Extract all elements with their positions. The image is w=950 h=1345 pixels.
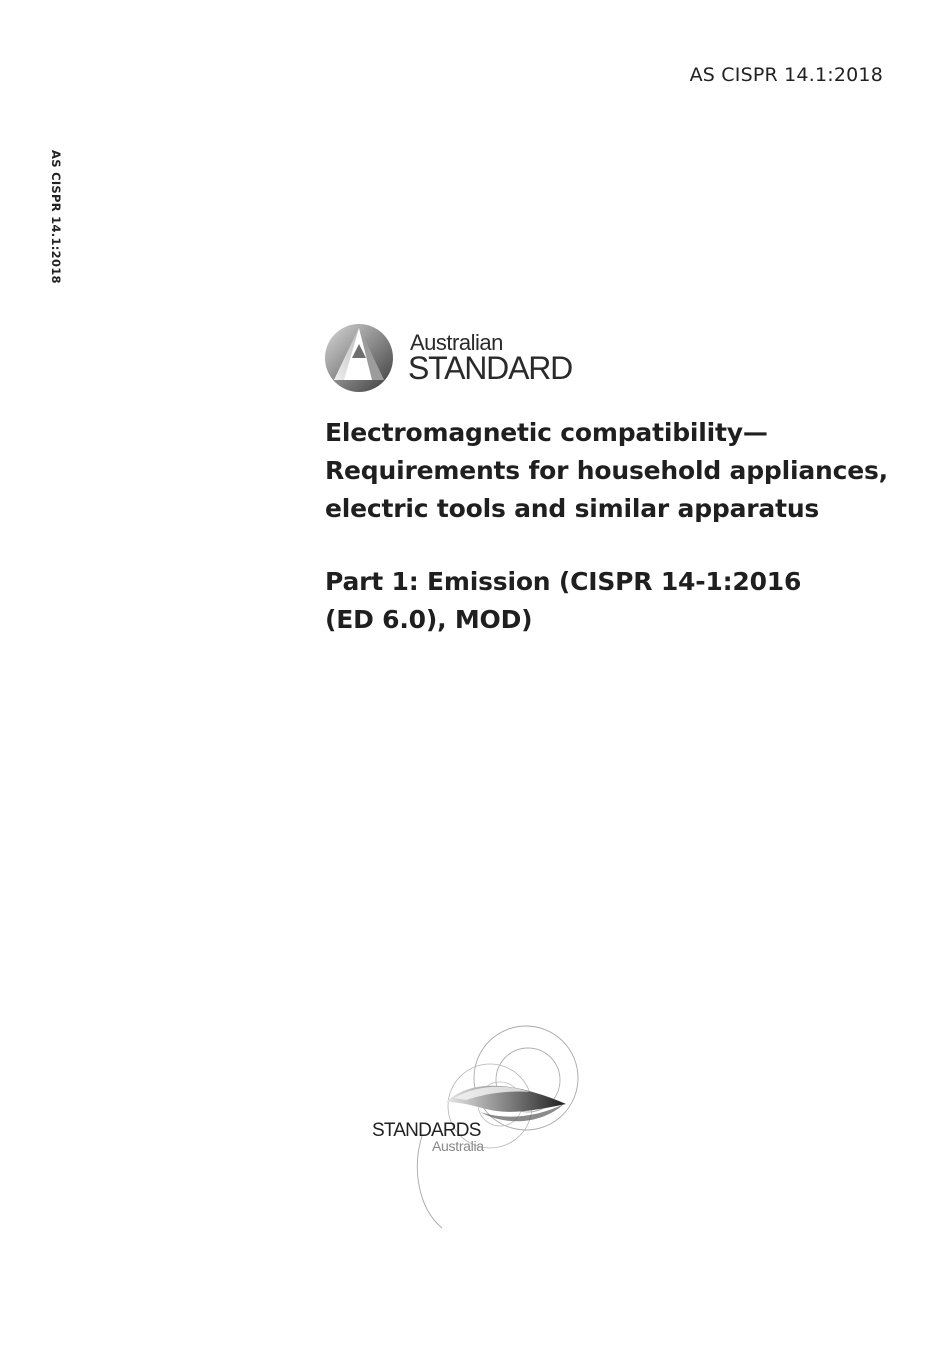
- subtitle-line: Part 1: Emission (CISPR 14-1:2016: [325, 567, 802, 596]
- brand-line-1: Australian: [410, 330, 503, 355]
- subtitle-line: (ED 6.0), MOD): [325, 605, 533, 634]
- title-line: Requirements for household appliances,: [325, 456, 888, 485]
- document-title: [325, 414, 925, 528]
- title-line: electric tools and similar apparatus: [325, 494, 820, 523]
- australian-standard-triangle-logo-icon: [324, 322, 396, 394]
- publisher-sub: Australia: [432, 1138, 484, 1154]
- brand-line-2: STANDARD: [408, 350, 573, 386]
- australian-standard-logo: [324, 322, 584, 396]
- title-line: Electromagnetic compatibility—: [325, 418, 768, 447]
- document-code: AS CISPR 14.1:2018: [689, 64, 883, 86]
- document-subtitle: [325, 563, 925, 639]
- spine-label: [43, 150, 63, 290]
- publisher-name: STANDARDS: [372, 1120, 481, 1141]
- spine-document-code: AS CISPR 14.1:2018: [49, 150, 63, 284]
- standards-australia-logo: [360, 1018, 600, 1238]
